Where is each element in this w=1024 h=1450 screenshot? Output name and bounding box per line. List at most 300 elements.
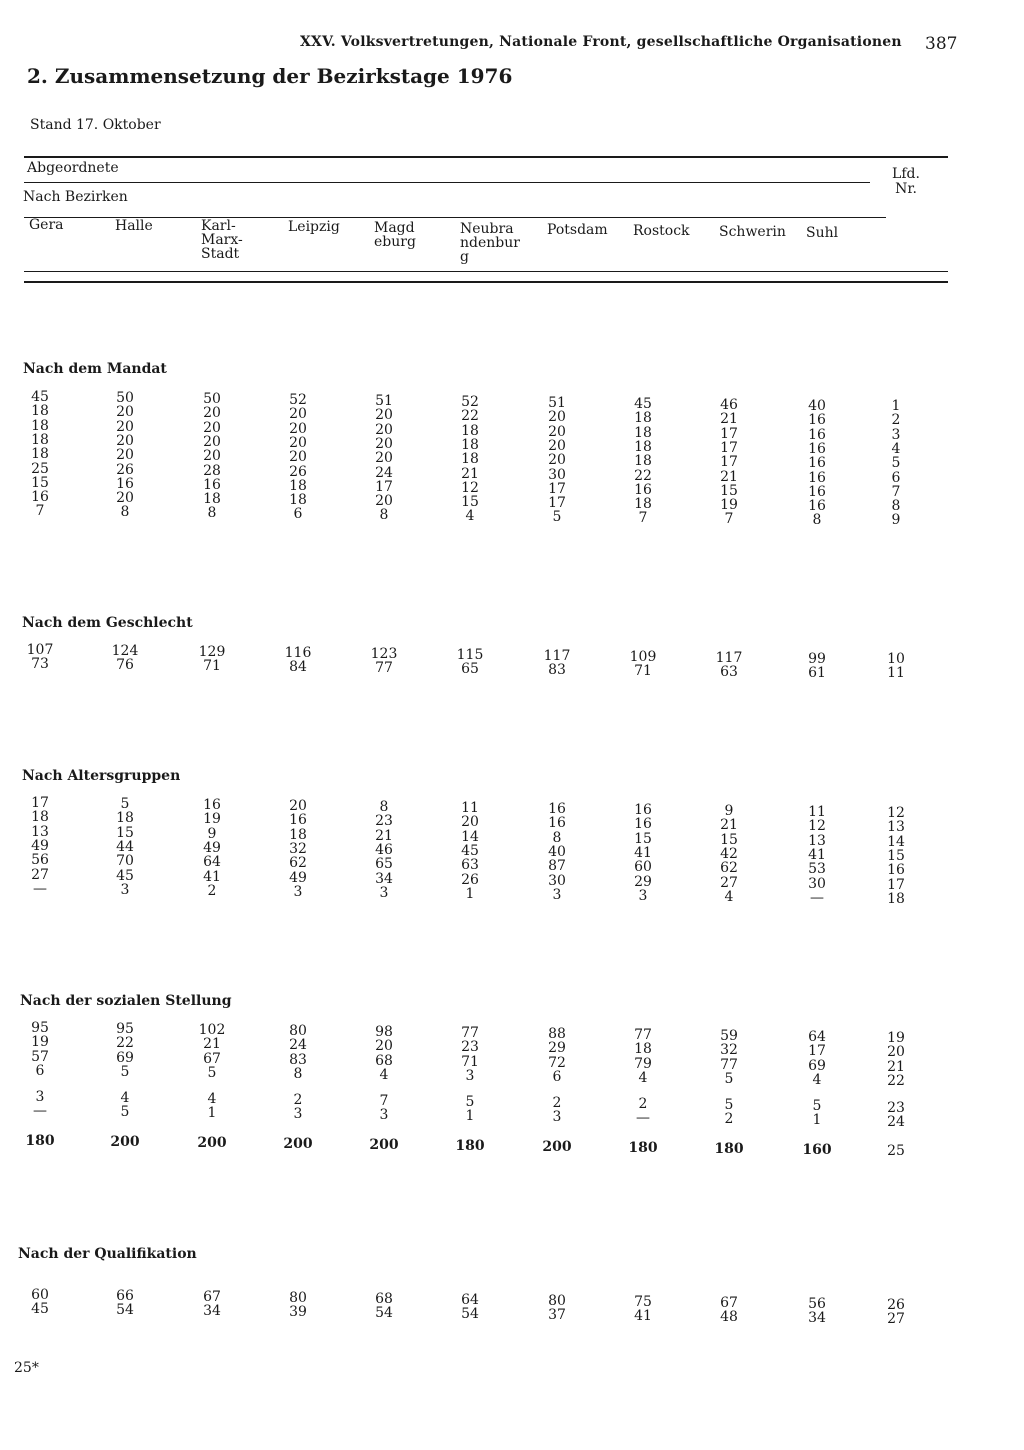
table-cell: 12 bbox=[461, 479, 479, 496]
table-cell: 18 bbox=[31, 446, 49, 463]
row-number: 2 bbox=[891, 412, 901, 429]
table-cell: 61 bbox=[808, 665, 826, 682]
table-cell: 77 bbox=[720, 1056, 738, 1073]
table-cell: 72 bbox=[548, 1054, 566, 1071]
table-cell: 22 bbox=[634, 467, 652, 484]
table-cell: 5 bbox=[120, 1104, 130, 1121]
table-cell: 20 bbox=[203, 448, 221, 465]
table-cell: 4 bbox=[207, 1091, 217, 1107]
table-cell: 64 bbox=[808, 1029, 826, 1045]
table-cell: 30 bbox=[548, 466, 566, 483]
col-head-suhl: Suhl bbox=[806, 225, 839, 241]
table-cell: 49 bbox=[203, 839, 221, 856]
table-cell: 50 bbox=[116, 390, 134, 406]
table-cell: 7 bbox=[379, 1093, 389, 1109]
table-cell: 18 bbox=[461, 422, 479, 439]
table-cell: 80 bbox=[289, 1023, 307, 1039]
table-cell: 18 bbox=[31, 431, 49, 448]
table-cell: 37 bbox=[548, 1307, 566, 1324]
table-cell: 79 bbox=[634, 1055, 652, 1072]
table-cell: 80 bbox=[289, 1290, 307, 1306]
table-cell: 26 bbox=[116, 461, 134, 478]
table-cell: 46 bbox=[375, 841, 393, 858]
header-lfd-nr: Lfd. Nr. bbox=[892, 166, 920, 197]
table-cell: 18 bbox=[634, 424, 652, 441]
table-cell: 20 bbox=[548, 423, 566, 440]
table-cell: 6 bbox=[35, 1062, 45, 1079]
table-cell: 14 bbox=[461, 828, 479, 845]
table-cell: 18 bbox=[289, 492, 307, 509]
table-cell: 60 bbox=[634, 859, 652, 876]
table-cell: 23 bbox=[461, 1039, 479, 1056]
row-number: 9 bbox=[891, 512, 901, 529]
col-head-rostock: Rostock bbox=[633, 223, 690, 239]
table-cell: 20 bbox=[548, 452, 566, 469]
section-title-mandat: Nach dem Mandat bbox=[23, 361, 167, 377]
table-cell: 17 bbox=[31, 795, 49, 811]
table-cell: 16 bbox=[634, 816, 652, 833]
table-cell: 30 bbox=[808, 875, 826, 892]
table-cell: 49 bbox=[289, 869, 307, 886]
table-cell: 21 bbox=[375, 827, 393, 844]
table-cell: 5 bbox=[120, 1063, 130, 1080]
table-cell: 21 bbox=[203, 1036, 221, 1053]
table-cell: 18 bbox=[634, 410, 652, 427]
table-cell: 64 bbox=[203, 854, 221, 871]
table-cell: 1 bbox=[812, 1112, 822, 1129]
table-cell: 18 bbox=[634, 438, 652, 455]
table-cell: 77 bbox=[375, 660, 393, 677]
table-cell: 2 bbox=[638, 1096, 648, 1112]
table-cell: 41 bbox=[634, 844, 652, 861]
table-cell: 53 bbox=[808, 861, 826, 878]
table-cell: 52 bbox=[461, 394, 479, 410]
table-cell: 52 bbox=[289, 392, 307, 408]
table-cell: — bbox=[33, 880, 47, 897]
table-cell: 24 bbox=[375, 464, 393, 481]
table-cell: 20 bbox=[289, 449, 307, 466]
table-cell: 99 bbox=[808, 651, 826, 667]
table-cell: 20 bbox=[548, 437, 566, 454]
table-cell: 71 bbox=[461, 1053, 479, 1070]
table-cell: 6 bbox=[552, 1068, 562, 1085]
table-cell: 20 bbox=[203, 433, 221, 450]
table-cell: 63 bbox=[461, 857, 479, 874]
table-cell: 73 bbox=[31, 656, 49, 673]
table-cell: 9 bbox=[724, 803, 734, 819]
table-cell: 19 bbox=[203, 811, 221, 828]
table-cell: 17 bbox=[720, 425, 738, 442]
table-cell: 7 bbox=[638, 510, 648, 527]
table-cell: 20 bbox=[203, 419, 221, 436]
table-cell: 18 bbox=[634, 453, 652, 470]
table-cell: 34 bbox=[203, 1303, 221, 1320]
row-number: 18 bbox=[887, 890, 905, 907]
section-title-geschlecht: Nach dem Geschlecht bbox=[22, 615, 193, 631]
table-cell: 8 bbox=[552, 829, 562, 846]
table-cell: 98 bbox=[375, 1024, 393, 1040]
table-cell: 32 bbox=[720, 1042, 738, 1059]
table-cell: 66 bbox=[116, 1288, 134, 1304]
row-number: 21 bbox=[887, 1058, 905, 1075]
table-cell: 200 bbox=[369, 1137, 399, 1153]
table-cell: 69 bbox=[116, 1049, 134, 1066]
table-cell: 15 bbox=[116, 824, 134, 841]
table-cell: 54 bbox=[375, 1305, 393, 1322]
row-number: 23 bbox=[887, 1100, 905, 1116]
table-cell: 67 bbox=[203, 1289, 221, 1305]
table-cell: 16 bbox=[634, 802, 652, 818]
table-cell: 51 bbox=[375, 393, 393, 409]
table-cell: 3 bbox=[293, 883, 303, 900]
table-cell: 9 bbox=[207, 825, 217, 842]
table-cell: 5 bbox=[552, 509, 562, 526]
table-cell: 26 bbox=[461, 871, 479, 888]
row-number: 8 bbox=[891, 498, 901, 515]
table-cell: 76 bbox=[116, 657, 134, 674]
table-cell: 11 bbox=[461, 800, 479, 816]
table-cell: 68 bbox=[375, 1052, 393, 1069]
table-cell: 18 bbox=[461, 436, 479, 453]
table-cell: 129 bbox=[198, 644, 226, 660]
table-cell: 29 bbox=[634, 873, 652, 890]
table-cell: 16 bbox=[289, 812, 307, 829]
table-cell: 18 bbox=[31, 417, 49, 434]
table-cell: 180 bbox=[25, 1133, 55, 1149]
table-cell: 4 bbox=[638, 1069, 648, 1086]
page-title: 2. Zusammensetzung der Bezirkstage 1976 bbox=[27, 64, 513, 88]
table-cell: 18 bbox=[31, 809, 49, 826]
table-cell: 20 bbox=[289, 434, 307, 451]
table-cell: 87 bbox=[548, 858, 566, 875]
table-cell: 18 bbox=[31, 403, 49, 420]
section-title-altersgruppen: Nach Altersgruppen bbox=[22, 768, 181, 784]
table-cell: 15 bbox=[720, 482, 738, 499]
table-cell: 8 bbox=[293, 1065, 303, 1082]
table-cell: 44 bbox=[116, 838, 134, 855]
table-cell: 7 bbox=[35, 503, 45, 520]
table-cell: 20 bbox=[203, 405, 221, 422]
table-cell: 15 bbox=[31, 474, 49, 491]
table-cell: 17 bbox=[548, 495, 566, 512]
rule-under-nach-bezirken bbox=[24, 217, 886, 218]
table-cell: 17 bbox=[375, 478, 393, 495]
table-cell: 200 bbox=[283, 1136, 313, 1152]
row-number: 12 bbox=[887, 805, 905, 821]
table-cell: 16 bbox=[808, 455, 826, 472]
table-cell: 20 bbox=[375, 1038, 393, 1055]
table-cell: 4 bbox=[724, 888, 734, 905]
table-cell: 15 bbox=[634, 830, 652, 847]
row-number: 19 bbox=[887, 1030, 905, 1046]
table-cell: 24 bbox=[289, 1037, 307, 1054]
col-head-halle: Halle bbox=[115, 218, 153, 234]
table-cell: 3 bbox=[465, 1067, 475, 1084]
table-cell: 18 bbox=[203, 491, 221, 508]
top-rule bbox=[24, 156, 948, 158]
table-cell: 3 bbox=[293, 1106, 303, 1123]
table-cell: 16 bbox=[808, 426, 826, 443]
table-cell: 80 bbox=[548, 1293, 566, 1309]
table-cell: 180 bbox=[628, 1140, 658, 1156]
table-cell: — bbox=[810, 889, 824, 906]
table-cell: 8 bbox=[379, 507, 389, 524]
table-cell: 2 bbox=[552, 1095, 562, 1111]
col-head-magdeburg: Magdeburg bbox=[374, 220, 416, 250]
table-cell: 20 bbox=[116, 447, 134, 464]
table-cell: 45 bbox=[634, 396, 652, 412]
stand-date: Stand 17. Oktober bbox=[30, 117, 161, 133]
table-cell: 26 bbox=[289, 463, 307, 480]
table-cell: 95 bbox=[31, 1020, 49, 1036]
row-number: 7 bbox=[891, 483, 901, 500]
table-cell: 18 bbox=[634, 1041, 652, 1058]
table-cell: 50 bbox=[203, 391, 221, 407]
table-cell: 30 bbox=[548, 872, 566, 889]
table-cell: 109 bbox=[629, 649, 657, 665]
header-nach-bezirken: Nach Bezirken bbox=[23, 189, 128, 205]
table-cell: 117 bbox=[715, 650, 743, 666]
table-cell: 16 bbox=[808, 412, 826, 429]
table-cell: 77 bbox=[461, 1025, 479, 1041]
table-cell: 28 bbox=[203, 462, 221, 479]
table-cell: 21 bbox=[461, 465, 479, 482]
table-cell: 60 bbox=[31, 1287, 49, 1303]
table-cell: 56 bbox=[31, 852, 49, 869]
table-cell: 22 bbox=[461, 408, 479, 425]
table-cell: 83 bbox=[289, 1051, 307, 1068]
table-cell: 3 bbox=[35, 1089, 45, 1105]
table-cell: 20 bbox=[375, 407, 393, 424]
running-head: XXV. Volksvertretungen, Nationale Front, gesellschaftliche Organisationen bbox=[300, 34, 902, 50]
table-cell: 16 bbox=[808, 498, 826, 515]
table-cell: 3 bbox=[552, 886, 562, 903]
table-cell: 124 bbox=[111, 643, 139, 659]
row-number: 16 bbox=[887, 862, 905, 879]
table-cell: 1 bbox=[465, 1108, 475, 1125]
table-cell: 69 bbox=[808, 1057, 826, 1074]
table-cell: 20 bbox=[461, 814, 479, 831]
table-cell: 20 bbox=[289, 406, 307, 423]
col-head-gera: Gera bbox=[29, 217, 64, 233]
table-cell: 16 bbox=[808, 440, 826, 457]
table-cell: 45 bbox=[31, 1301, 49, 1318]
table-cell: 67 bbox=[203, 1050, 221, 1067]
table-cell: 34 bbox=[375, 870, 393, 887]
table-cell: 95 bbox=[116, 1021, 134, 1037]
table-cell: 200 bbox=[110, 1134, 140, 1150]
table-cell: 123 bbox=[370, 646, 398, 662]
table-cell: 20 bbox=[375, 493, 393, 510]
table-cell: — bbox=[33, 1103, 47, 1120]
table-cell: 71 bbox=[634, 663, 652, 680]
table-cell: 88 bbox=[548, 1026, 566, 1042]
table-cell: 40 bbox=[548, 843, 566, 860]
row-number: 11 bbox=[887, 665, 905, 682]
table-cell: 200 bbox=[197, 1135, 227, 1151]
row-number: 1 bbox=[891, 398, 901, 414]
table-cell: 117 bbox=[543, 648, 571, 664]
row-number: 15 bbox=[887, 847, 905, 864]
table-cell: 39 bbox=[289, 1304, 307, 1321]
table-cell: 115 bbox=[456, 647, 484, 663]
table-cell: 20 bbox=[548, 409, 566, 426]
table-cell: 64 bbox=[461, 1292, 479, 1308]
table-cell: 17 bbox=[720, 454, 738, 471]
table-cell: 71 bbox=[203, 658, 221, 675]
table-cell: 13 bbox=[808, 832, 826, 849]
table-cell: 46 bbox=[720, 397, 738, 413]
table-cell: 5 bbox=[465, 1094, 475, 1110]
table-cell: 68 bbox=[375, 1291, 393, 1307]
col-head-neubrandenburg: Neubrandenburg bbox=[460, 221, 520, 265]
header-abgeordnete: Abgeordnete bbox=[27, 160, 119, 176]
table-cell: 23 bbox=[375, 813, 393, 830]
table-cell: 15 bbox=[720, 831, 738, 848]
table-cell: 16 bbox=[548, 801, 566, 817]
table-cell: 4 bbox=[379, 1066, 389, 1083]
table-cell: 40 bbox=[808, 398, 826, 414]
table-cell: 63 bbox=[720, 664, 738, 681]
table-cell: 84 bbox=[289, 659, 307, 676]
row-number: 20 bbox=[887, 1044, 905, 1061]
table-cell: 62 bbox=[720, 860, 738, 877]
table-cell: 3 bbox=[379, 1107, 389, 1124]
table-cell: 1 bbox=[465, 885, 475, 902]
row-number: 14 bbox=[887, 833, 905, 850]
table-cell: 3 bbox=[552, 1109, 562, 1126]
table-cell: 32 bbox=[289, 840, 307, 857]
row-number: 25 bbox=[887, 1143, 905, 1159]
table-cell: 2 bbox=[724, 1111, 734, 1128]
table-cell: 29 bbox=[548, 1040, 566, 1057]
table-cell: 5 bbox=[724, 1070, 734, 1087]
table-cell: 8 bbox=[379, 799, 389, 815]
row-number: 5 bbox=[891, 455, 901, 472]
table-cell: 20 bbox=[116, 418, 134, 435]
table-cell: 41 bbox=[808, 846, 826, 863]
table-cell: 15 bbox=[461, 494, 479, 511]
table-cell: 21 bbox=[720, 817, 738, 834]
col-head-karl-marx-stadt: Karl-Marx-Stadt bbox=[201, 218, 243, 262]
table-cell: 48 bbox=[720, 1309, 738, 1326]
table-cell: 54 bbox=[116, 1302, 134, 1319]
table-cell: 22 bbox=[116, 1035, 134, 1052]
table-cell: 20 bbox=[289, 798, 307, 814]
table-cell: 11 bbox=[808, 804, 826, 820]
table-cell: 19 bbox=[31, 1034, 49, 1051]
table-cell: 45 bbox=[461, 842, 479, 859]
table-cell: 17 bbox=[808, 1043, 826, 1060]
row-number: 3 bbox=[891, 426, 901, 443]
header-bottom-rule-thick bbox=[24, 281, 948, 283]
table-cell: 45 bbox=[31, 389, 49, 405]
table-cell: 2 bbox=[293, 1092, 303, 1108]
table-cell: 116 bbox=[284, 645, 312, 661]
table-cell: 4 bbox=[120, 1090, 130, 1106]
table-cell: 62 bbox=[289, 855, 307, 872]
table-cell: 8 bbox=[120, 504, 130, 521]
table-cell: 16 bbox=[808, 483, 826, 500]
table-cell: 20 bbox=[116, 404, 134, 421]
row-number: 13 bbox=[887, 819, 905, 836]
table-cell: 51 bbox=[548, 395, 566, 411]
row-number: 27 bbox=[887, 1311, 905, 1328]
table-cell: 16 bbox=[548, 815, 566, 832]
table-cell: 41 bbox=[634, 1308, 652, 1325]
table-cell: 3 bbox=[638, 887, 648, 904]
table-cell: 18 bbox=[289, 826, 307, 843]
table-cell: 1 bbox=[207, 1105, 217, 1122]
table-cell: 18 bbox=[289, 477, 307, 494]
table-cell: 102 bbox=[198, 1022, 226, 1038]
table-cell: 20 bbox=[375, 435, 393, 452]
table-cell: 42 bbox=[720, 845, 738, 862]
table-cell: 13 bbox=[31, 823, 49, 840]
table-cell: 49 bbox=[31, 837, 49, 854]
table-cell: 20 bbox=[375, 421, 393, 438]
col-head-schwerin: Schwerin bbox=[719, 224, 786, 240]
table-cell: 65 bbox=[375, 856, 393, 873]
table-cell: 59 bbox=[720, 1028, 738, 1044]
section-title-soziale-stellung: Nach der sozialen Stellung bbox=[20, 993, 232, 1009]
row-number: 22 bbox=[887, 1072, 905, 1089]
table-cell: 21 bbox=[720, 411, 738, 428]
table-cell: 3 bbox=[120, 881, 130, 898]
table-cell: 180 bbox=[714, 1141, 744, 1157]
rule-under-abgeordnete bbox=[24, 182, 870, 183]
table-cell: 54 bbox=[461, 1306, 479, 1323]
table-cell: 12 bbox=[808, 818, 826, 835]
table-cell: 65 bbox=[461, 661, 479, 678]
table-cell: 2 bbox=[207, 882, 217, 899]
table-cell: 45 bbox=[116, 867, 134, 884]
signature-mark: 25* bbox=[14, 1360, 39, 1376]
table-cell: 18 bbox=[634, 496, 652, 513]
table-cell: 6 bbox=[293, 506, 303, 523]
table-cell: 57 bbox=[31, 1048, 49, 1065]
table-cell: 56 bbox=[808, 1296, 826, 1312]
table-cell: 5 bbox=[724, 1097, 734, 1113]
table-cell: 16 bbox=[116, 475, 134, 492]
table-cell: 75 bbox=[634, 1294, 652, 1310]
table-cell: 70 bbox=[116, 853, 134, 870]
table-cell: 200 bbox=[542, 1139, 572, 1155]
table-cell: 20 bbox=[289, 420, 307, 437]
table-cell: 17 bbox=[720, 439, 738, 456]
row-number: 24 bbox=[887, 1114, 905, 1131]
table-cell: 20 bbox=[116, 490, 134, 507]
table-cell: 17 bbox=[548, 480, 566, 497]
row-number: 6 bbox=[891, 469, 901, 486]
table-cell: 16 bbox=[203, 476, 221, 493]
table-cell: 16 bbox=[634, 481, 652, 498]
table-cell: 34 bbox=[808, 1310, 826, 1327]
col-head-potsdam: Potsdam bbox=[547, 222, 608, 238]
table-cell: 25 bbox=[31, 460, 49, 477]
table-cell: 18 bbox=[461, 451, 479, 468]
table-cell: 5 bbox=[207, 1064, 217, 1081]
page-number: 387 bbox=[925, 34, 958, 54]
table-cell: 77 bbox=[634, 1027, 652, 1043]
table-cell: 16 bbox=[808, 469, 826, 486]
table-cell: 4 bbox=[812, 1071, 822, 1088]
table-cell: 5 bbox=[812, 1098, 822, 1114]
header-bottom-rule bbox=[24, 271, 948, 272]
table-cell: 8 bbox=[207, 505, 217, 522]
table-cell: 4 bbox=[465, 508, 475, 525]
table-cell: 3 bbox=[379, 884, 389, 901]
